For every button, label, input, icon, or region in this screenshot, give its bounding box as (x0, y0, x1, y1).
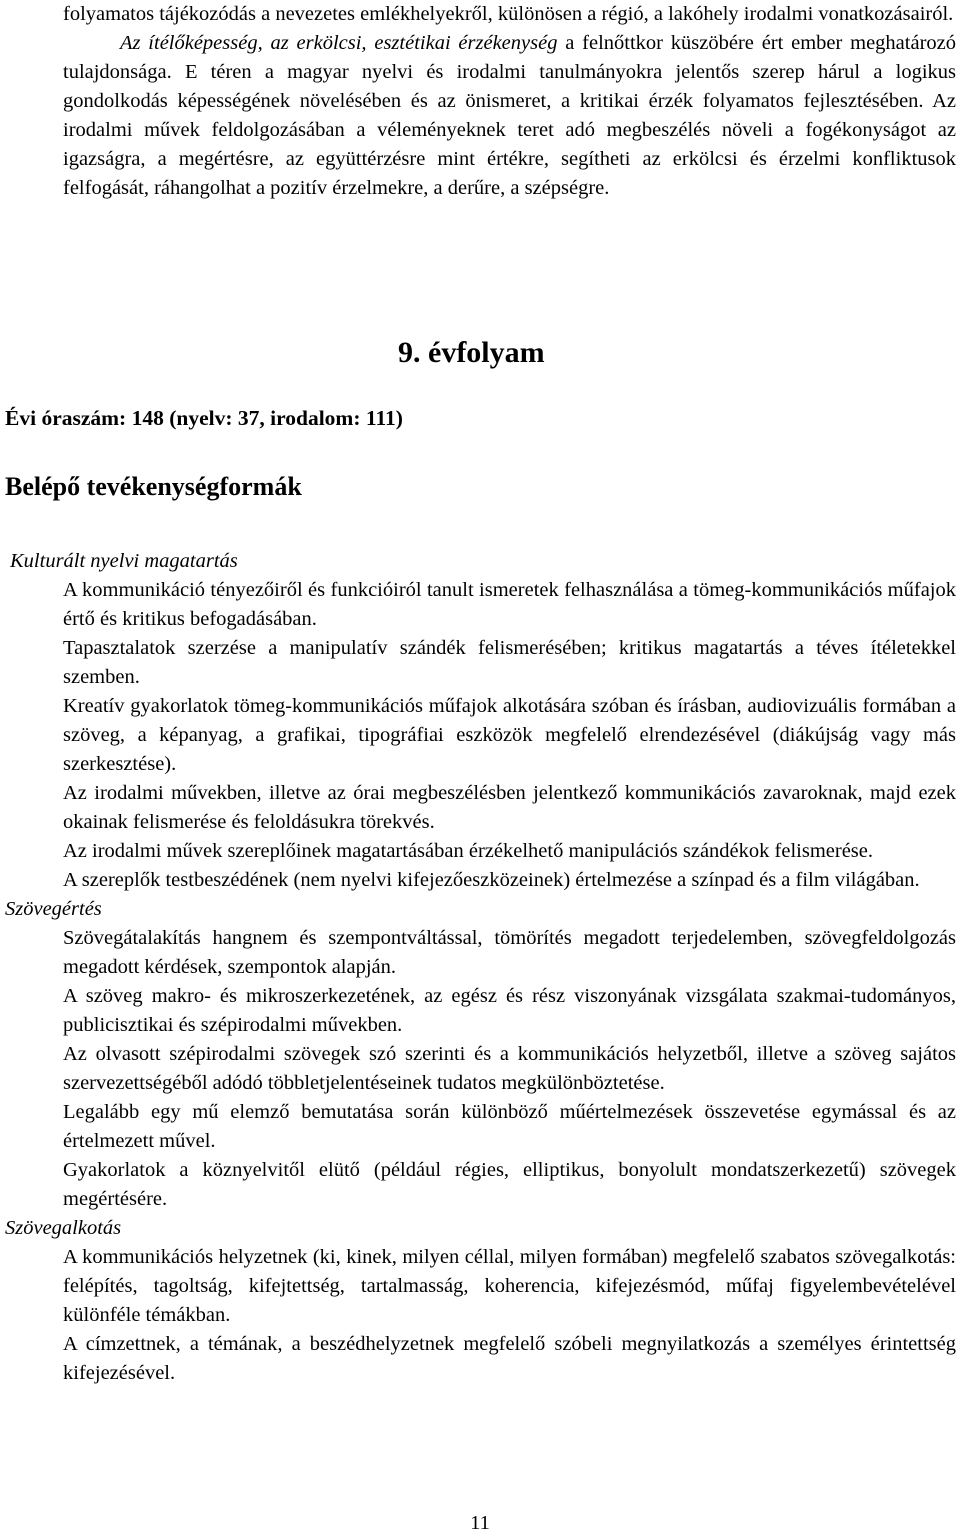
list-item: Az irodalmi művekben, illetve az órai megbeszélésben jelentkező kommunikációs zavaroknak, majd ezek okainak felismerése és feloldásukra törekvés. (63, 782, 956, 833)
list-item: A szereplők testbeszédének (nem nyelvi kifejezőeszközeinek) értelmezése a színpad és a film világában. (63, 869, 920, 891)
intro-paragraph-2-rest: a felnőttkor küszöbére ért ember meghatározó tulajdonsága. E téren a magyar nyelvi és irodalmi tanulmányokra jelentős szerep hárul a logikus gondolkodás képességének növelésében és az önismeret, a kritikai érzék folyamatos fejlesztésében. Az irodalmi művek feldolgozásában a véleményeknek teret adó megbeszélés növeli a fogékonyságot az igazságra, a megértésre, az együttérzésre mint értékre, segítheti az erkölcsi és érzelmi konfliktusok felfogását, ráhangolhat a pozitív érzelmekre, a derűre, a szépségre. (63, 32, 957, 199)
section-title-text-comprehension: Szövegértés (5, 898, 102, 920)
list-item: Tapasztalatok szerzése a manipulatív szándék felismerésében; kritikus magatartás a téves ítéletekkel szemben. (63, 637, 956, 688)
page-number: 11 (470, 1512, 490, 1534)
list-item: Kreatív gyakorlatok tömeg-kommunikációs műfajok alkotására szóban és írásban, audiovizuális formában a szöveg, a képanyag, a grafikai, tipográfiai eszközök megfelelő elrendezésével (diákújság vagy más szerkesztése). (63, 695, 956, 775)
list-item: A kommunikáció tényezőiről és funkcióiról tanult ismeretek felhasználása a tömeg-kommunikációs műfajok értő és kritikus befogadásában. (63, 579, 956, 630)
list-item: A kommunikációs helyzetnek (ki, kinek, milyen céllal, milyen formában) megfelelő szabatos szövegalkotás: felépítés, tagoltság, kifejtettség, tartalmasság, koherencia, kifejezésmód, műfaj figyelembevételével különféle témákban. (63, 1246, 956, 1326)
activities-body (0, 547, 960, 1388)
section-title-text-composition: Szövegalkotás (5, 1217, 122, 1239)
list-item: Az olvasott szépirodalmi szövegek szó szerinti és a kommunikációs helyzetből, illetve a szöveg sajátos szervezettségéből adódó többletjelentéseinek tudatos megkülönböztetése. (63, 1043, 956, 1094)
list-item: A címzettnek, a témának, a beszédhelyzetnek megfelelő szóbeli megnyilatkozás a személyes érintettség kifejezésével. (63, 1333, 956, 1384)
intro-paragraph-2-italic: Az ítélőképesség, az erkölcsi, esztétikai érzékenység (120, 32, 558, 54)
section-list-cultured-language (0, 576, 960, 895)
grade-title: 9. évfolyam (398, 336, 545, 369)
list-item: A szöveg makro- és mikroszerkezetének, az egész és rész viszonyának vizsgálata szakmai-tudományos, publicisztikai és szépirodalmi művekben. (63, 985, 956, 1036)
list-item: Szövegátalakítás hangnem és szempontváltással, tömörítés megadott terjedelemben, szövegfeldolgozás megadott kérdések, szempontok alapján. (63, 927, 956, 978)
section-title-cultured-language: Kulturált nyelvi magatartás (10, 550, 238, 572)
list-item: Legalább egy mű elemző bemutatása során különböző műértelmezések összevetése egymással és az értelmezett művel. (63, 1101, 956, 1152)
section-list-text-composition (0, 1243, 960, 1388)
annual-hours: Évi óraszám: 148 (nyelv: 37, irodalom: 111) (5, 406, 403, 430)
activities-heading: Belépő tevékenységformák (5, 472, 302, 501)
section-list-text-comprehension (0, 924, 960, 1214)
intro-text (63, 0, 956, 203)
intro-paragraph-1: folyamatos tájékozódás a nevezetes emlékhelyekről, különösen a régió, a lakóhely irodalmi vonatkozásairól. (63, 3, 954, 25)
list-item: Az irodalmi művek szereplőinek magatartásában érzékelhető manipulációs szándékok felismerése. (63, 840, 873, 862)
list-item: Gyakorlatok a köznyelvitől elütő (például régies, elliptikus, bonyolult mondatszerkezetű) szövegek megértésére. (63, 1159, 956, 1210)
intro-paragraph-2 (63, 29, 956, 203)
